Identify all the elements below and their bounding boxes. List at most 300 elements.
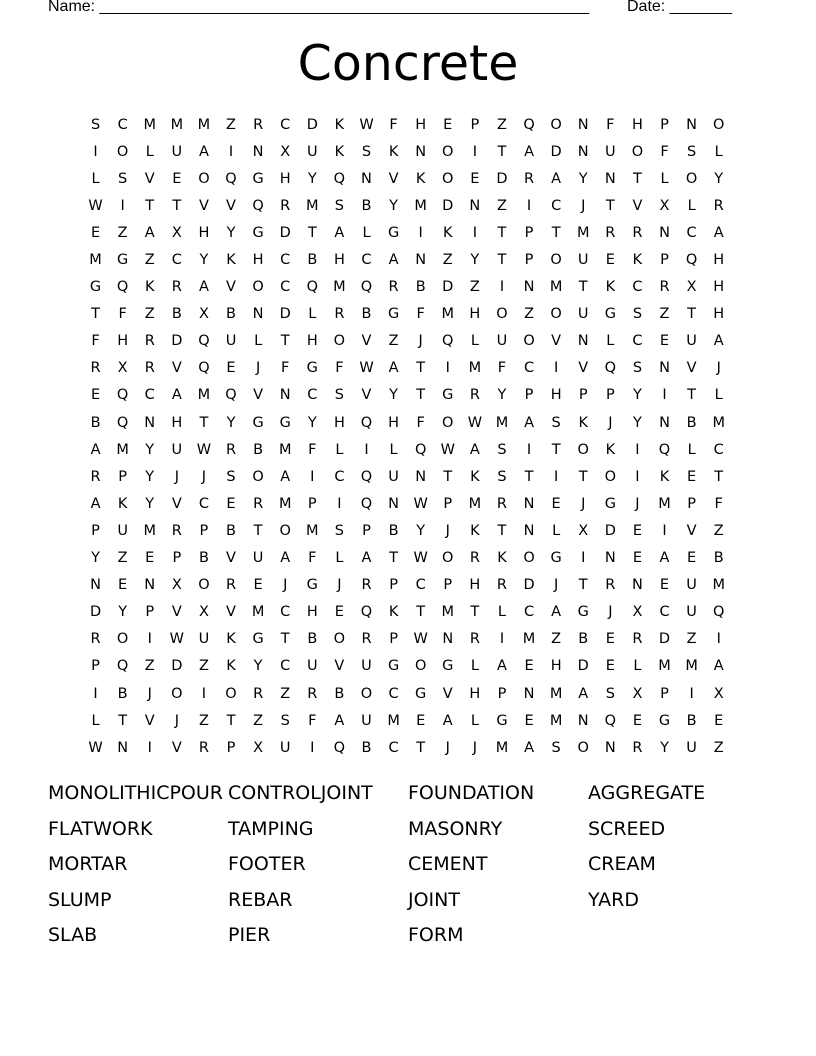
grid-letter: R (171, 279, 182, 296)
grid-letter: S (118, 170, 128, 187)
grid-letter: Z (253, 712, 264, 729)
grid-row (82, 707, 733, 734)
grid-letter: X (632, 604, 643, 621)
grid-letter: T (226, 712, 236, 729)
grid-letter: Y (497, 387, 507, 404)
grid-letter: N (659, 414, 670, 431)
grid-letter: C (551, 197, 562, 214)
grid-letter: B (713, 550, 724, 567)
grid-letter: X (198, 604, 209, 621)
grid-letter: A (713, 224, 724, 241)
grid-letter: V (632, 197, 643, 214)
grid-letter: T (280, 631, 290, 648)
grid-letter: U (306, 143, 318, 160)
grid-letter: U (117, 522, 128, 539)
grid-letter: Y (416, 522, 426, 539)
grid-letter: V (226, 279, 236, 296)
grid-letter: P (660, 252, 669, 269)
grid-letter: E (687, 468, 697, 485)
grid-letter: H (713, 279, 725, 296)
grid-letter: B (361, 197, 372, 214)
grid-letter: B (117, 685, 128, 702)
grid-letter: T (118, 712, 128, 729)
grid-letter: L (606, 333, 615, 350)
grid-letter: P (660, 116, 669, 133)
grid-letter: M (468, 495, 482, 512)
grid-letter: M (414, 197, 427, 214)
grid-letter: M (441, 306, 455, 323)
grid-letter: P (172, 550, 182, 567)
grid-letter: V (144, 170, 155, 187)
grid-letter: P (199, 522, 209, 539)
grid-letter: Q (333, 170, 346, 187)
grid-letter: F (308, 441, 317, 458)
grid-letter: Y (470, 252, 480, 269)
grid-letter: H (713, 252, 725, 269)
grid-letter: V (361, 333, 372, 350)
grid-letter: S (497, 468, 507, 485)
grid-letter: N (279, 387, 291, 404)
grid-letter: K (470, 468, 480, 485)
grid-letter: L (470, 658, 479, 675)
grid-letter: J (147, 685, 152, 702)
grid-letter: I (499, 279, 505, 296)
grid-letter: N (388, 495, 399, 512)
grid-letter: S (497, 441, 507, 458)
grid-letter: D (89, 604, 102, 621)
grid-letter: M (495, 414, 509, 431)
grid-letter: M (197, 387, 211, 404)
word-bank-item: TAMPING (228, 817, 314, 840)
grid-letter: A (171, 387, 182, 404)
grid-letter: N (415, 252, 427, 269)
grid-letter: S (226, 468, 236, 485)
grid-letter: S (334, 387, 344, 404)
grid-letter: D (658, 631, 671, 648)
grid-letter: O (442, 550, 454, 567)
grid-letter: E (334, 604, 344, 621)
grid-letter: M (89, 252, 102, 269)
grid-letter: I (499, 631, 505, 648)
grid-letter: P (91, 658, 100, 675)
grid-letter: X (280, 143, 291, 160)
grid-letter: T (443, 468, 453, 485)
grid-letter: M (306, 522, 319, 539)
grid-letter: Y (145, 441, 155, 458)
grid-letter: R (253, 116, 264, 133)
grid-letter: Q (225, 170, 237, 187)
grid-letter: W (413, 631, 428, 648)
grid-letter: X (659, 197, 670, 214)
grid-letter: T (687, 387, 697, 404)
grid-letter: H (171, 414, 183, 431)
grid-row (82, 463, 733, 490)
grid-letter: H (306, 333, 318, 350)
grid-letter: U (306, 658, 318, 675)
grid-row (82, 734, 733, 761)
grid-letter: O (442, 170, 454, 187)
grid-letter: G (577, 604, 589, 621)
grid-letter: P (470, 116, 480, 133)
grid-letter: Q (360, 495, 373, 512)
grid-letter: R (632, 631, 643, 648)
grid-letter: I (635, 468, 640, 485)
grid-letter: C (280, 604, 291, 621)
grid-letter: T (199, 414, 209, 431)
grid-letter: H (469, 577, 481, 594)
grid-letter: R (361, 577, 372, 594)
grid-letter: J (445, 522, 450, 539)
grid-letter: N (523, 279, 535, 296)
grid-letter: R (90, 631, 101, 648)
grid-letter: Z (713, 739, 724, 756)
grid-letter: V (578, 360, 589, 377)
word-bank-item: AGGREGATE (588, 782, 706, 804)
grid-letter: Q (116, 387, 129, 404)
grid-letter: L (389, 441, 398, 458)
grid-letter: B (307, 252, 318, 269)
grid-letter: P (687, 495, 696, 512)
grid-letter: R (225, 577, 237, 594)
grid-letter: E (416, 712, 426, 729)
grid-letter: Z (144, 658, 155, 675)
grid-letter: S (551, 739, 561, 756)
grid-letter: Q (414, 441, 427, 458)
grid-letter: O (360, 685, 373, 702)
grid-letter: C (632, 279, 643, 296)
grid-letter: I (120, 197, 125, 214)
grid-letter: A (144, 224, 155, 241)
grid-letter: R (144, 333, 155, 350)
grid-letter: Q (116, 279, 129, 296)
grid-letter: F (714, 495, 723, 512)
grid-letter: F (118, 306, 127, 323)
grid-letter: N (415, 143, 427, 160)
grid-letter: Y (632, 387, 642, 404)
grid-letter: O (333, 333, 346, 350)
grid-letter: S (551, 414, 561, 431)
grid-letter: F (281, 360, 290, 377)
grid-letter: H (388, 414, 400, 431)
grid-letter: O (225, 685, 237, 702)
grid-letter: W (413, 495, 428, 512)
grid-letter: M (549, 712, 563, 729)
grid-letter: L (660, 170, 669, 187)
grid-letter: V (334, 658, 345, 675)
grid-letter: U (686, 577, 697, 594)
grid-letter: I (554, 468, 559, 485)
puzzle-title: Concrete (297, 35, 519, 92)
grid-letter: U (577, 252, 589, 269)
grid-letter: O (171, 685, 183, 702)
grid-letter: N (577, 116, 589, 133)
grid-letter: M (306, 197, 319, 214)
grid-letter: M (658, 658, 671, 675)
grid-letter: A (90, 441, 101, 458)
grid-letter: R (307, 685, 318, 702)
grid-letter: M (170, 116, 184, 133)
grid-letter: S (334, 197, 344, 214)
grid-letter: G (658, 712, 671, 729)
grid-letter: N (523, 522, 535, 539)
grid-letter: A (388, 360, 399, 377)
grid-letter: C (280, 279, 291, 296)
grid-letter: Z (659, 306, 670, 323)
grid-letter: Z (686, 631, 697, 648)
grid-letter: L (714, 387, 723, 404)
grid-letter: A (280, 550, 291, 567)
grid-letter: U (198, 631, 210, 648)
grid-letter: O (414, 658, 427, 675)
grid-letter: O (442, 143, 454, 160)
grid-letter: P (443, 577, 453, 594)
grid-letter: F (335, 360, 344, 377)
word-bank-item: FLATWORK (48, 817, 153, 840)
word-bank-item: MASONRY (408, 817, 503, 840)
grid-letter: D (171, 658, 183, 675)
grid-letter: A (551, 604, 562, 621)
grid-letter: Z (388, 333, 399, 350)
grid-letter: W (196, 441, 212, 458)
grid-letter: D (279, 306, 291, 323)
grid-letter: R (198, 739, 209, 756)
grid-row (82, 409, 733, 436)
grid-letter: T (578, 468, 588, 485)
grid-letter: L (308, 306, 317, 323)
grid-letter: S (361, 143, 372, 160)
grid-letter: P (497, 685, 507, 702)
grid-letter: B (361, 306, 372, 323)
grid-row (82, 111, 733, 138)
grid-letter: Z (524, 306, 535, 323)
word-bank-item: FOOTER (228, 853, 306, 875)
grid-letter: T (172, 197, 182, 214)
grid-letter: H (306, 604, 318, 621)
grid-letter: Y (389, 197, 398, 214)
grid-letter: R (90, 468, 101, 485)
grid-letter: Z (713, 522, 724, 539)
grid-letter: E (551, 495, 561, 512)
grid-letter: O (523, 550, 535, 567)
grid-letter: U (686, 739, 697, 756)
grid-letter: S (687, 143, 697, 160)
word-bank-item: MORTAR (48, 853, 128, 875)
grid-letter: I (526, 441, 532, 458)
grid-letter: E (605, 658, 615, 675)
grid-letter: Y (389, 387, 398, 404)
grid-letter: Y (226, 414, 236, 431)
grid-letter: D (550, 143, 562, 160)
grid-letter: D (496, 170, 508, 187)
worksheet-header (0, 0, 816, 20)
grid-letter: G (279, 414, 291, 431)
word-bank-item: CREAM (588, 853, 656, 875)
grid-letter: O (496, 306, 508, 323)
grid-letter: K (334, 116, 345, 133)
grid-letter: G (117, 252, 129, 269)
grid-letter: Q (604, 712, 617, 729)
grid-letter: Q (116, 658, 129, 675)
grid-letter: P (91, 522, 100, 539)
grid-letter: A (578, 685, 589, 702)
grid-letter: L (552, 522, 561, 539)
grid-letter: U (361, 712, 372, 729)
grid-letter: O (577, 739, 589, 756)
name-field-line: Name: _______________________________________________________ (48, 0, 589, 15)
grid-letter: C (307, 387, 318, 404)
grid-letter: B (686, 712, 697, 729)
grid-letter: G (442, 658, 454, 675)
grid-letter: Q (360, 604, 373, 621)
grid-letter: G (604, 495, 616, 512)
grid-letter: I (445, 360, 450, 377)
grid-row (82, 328, 733, 355)
grid-letter: E (605, 252, 615, 269)
grid-letter: H (415, 116, 427, 133)
grid-letter: J (174, 712, 179, 729)
grid-letter: P (226, 739, 236, 756)
grid-letter: Z (469, 279, 480, 296)
grid-letter: K (388, 604, 399, 621)
grid-letter: Y (91, 550, 100, 567)
grid-letter: F (389, 116, 398, 133)
grid-letter: G (550, 550, 562, 567)
grid-letter: B (226, 522, 236, 539)
grid-letter: V (144, 712, 155, 729)
grid-letter: A (198, 143, 209, 160)
grid-letter: X (253, 739, 264, 756)
grid-letter: J (608, 604, 613, 621)
grid-letter: N (659, 224, 670, 241)
grid-letter: I (147, 739, 152, 756)
grid-letter: L (254, 333, 263, 350)
grid-letter: Q (604, 360, 617, 377)
grid-letter: G (252, 224, 264, 241)
grid-letter: N (252, 306, 264, 323)
grid-letter: Z (144, 306, 155, 323)
grid-letter: P (524, 387, 534, 404)
grid-letter: M (333, 279, 346, 296)
grid-letter: T (470, 604, 480, 621)
grid-letter: E (470, 170, 480, 187)
grid-letter: R (90, 360, 101, 377)
grid-letter: C (334, 468, 345, 485)
grid-letter: I (472, 143, 477, 160)
grid-letter: I (689, 685, 694, 702)
grid-letter: V (226, 197, 236, 214)
grid-letter: V (686, 522, 697, 539)
grid-letter: S (632, 360, 643, 377)
grid-letter: O (685, 170, 698, 187)
grid-letter: A (713, 658, 724, 675)
grid-letter: G (415, 685, 427, 702)
grid-letter: Y (307, 414, 317, 431)
grid-letter: U (361, 658, 372, 675)
grid-letter: C (361, 252, 372, 269)
grid-letter: I (228, 143, 234, 160)
grid-letter: Z (226, 116, 236, 133)
grid-letter: V (171, 360, 182, 377)
grid-letter: G (89, 279, 102, 296)
grid-letter: K (226, 631, 236, 648)
grid-letter: F (416, 414, 425, 431)
grid-letter: T (280, 333, 290, 350)
grid-letter: D (577, 658, 589, 675)
grid-letter: G (387, 306, 400, 323)
grid-letter: J (581, 197, 586, 214)
word-bank-item: MONOLITHICPOUR (48, 782, 223, 804)
grid-letter: J (472, 739, 477, 756)
grid-letter: H (550, 387, 562, 404)
grid-letter: Y (226, 224, 236, 241)
grid-letter: E (524, 712, 534, 729)
grid-letter: P (660, 685, 669, 702)
grid-letter: T (497, 224, 507, 241)
grid-letter: A (90, 495, 101, 512)
grid-letter: R (253, 495, 264, 512)
grid-letter: N (604, 170, 616, 187)
grid-letter: B (171, 306, 182, 323)
grid-letter: X (117, 360, 128, 377)
grid-letter: K (470, 522, 480, 539)
grid-letter: I (310, 468, 315, 485)
grid-row (82, 680, 733, 707)
grid-letter: N (90, 577, 101, 594)
grid-letter: N (442, 631, 454, 648)
grid-letter: V (551, 333, 562, 350)
grid-letter: L (91, 170, 100, 187)
grid-letter: E (714, 712, 724, 729)
grid-letter: R (605, 577, 616, 594)
grid-letter: K (659, 468, 670, 485)
grid-letter: J (255, 360, 261, 377)
grid-letter: V (171, 739, 182, 756)
grid-letter: K (578, 414, 588, 431)
grid-letter: Q (523, 116, 535, 133)
grid-letter: B (307, 631, 318, 648)
grid-row (82, 165, 733, 192)
grid-letter: H (198, 224, 210, 241)
grid-letter: R (713, 197, 724, 214)
grid-letter: K (605, 279, 616, 296)
grid-letter: Y (578, 170, 588, 187)
grid-letter: H (117, 333, 129, 350)
grid-letter: E (524, 658, 534, 675)
grid-letter: D (604, 522, 616, 539)
grid-letter: B (686, 414, 697, 431)
grid-letter: J (554, 577, 559, 594)
grid-letter: T (91, 306, 100, 323)
grid-letter: I (635, 441, 640, 458)
grid-row (82, 138, 733, 165)
grid-letter: E (659, 333, 670, 350)
grid-letter: A (388, 252, 399, 269)
grid-row (82, 653, 733, 680)
grid-letter: X (198, 306, 209, 323)
word-bank-item: FORM (408, 924, 464, 946)
grid-letter: R (632, 739, 643, 756)
grid-letter: Q (658, 441, 671, 458)
grid-letter: E (253, 577, 263, 594)
grid-letter: Q (116, 414, 129, 431)
grid-letter: A (442, 712, 453, 729)
grid-letter: Q (360, 414, 373, 431)
grid-letter: Q (198, 333, 210, 350)
grid-letter: A (713, 333, 724, 350)
grid-letter: C (632, 333, 643, 350)
grid-letter: Z (280, 685, 291, 702)
grid-letter: B (361, 739, 372, 756)
